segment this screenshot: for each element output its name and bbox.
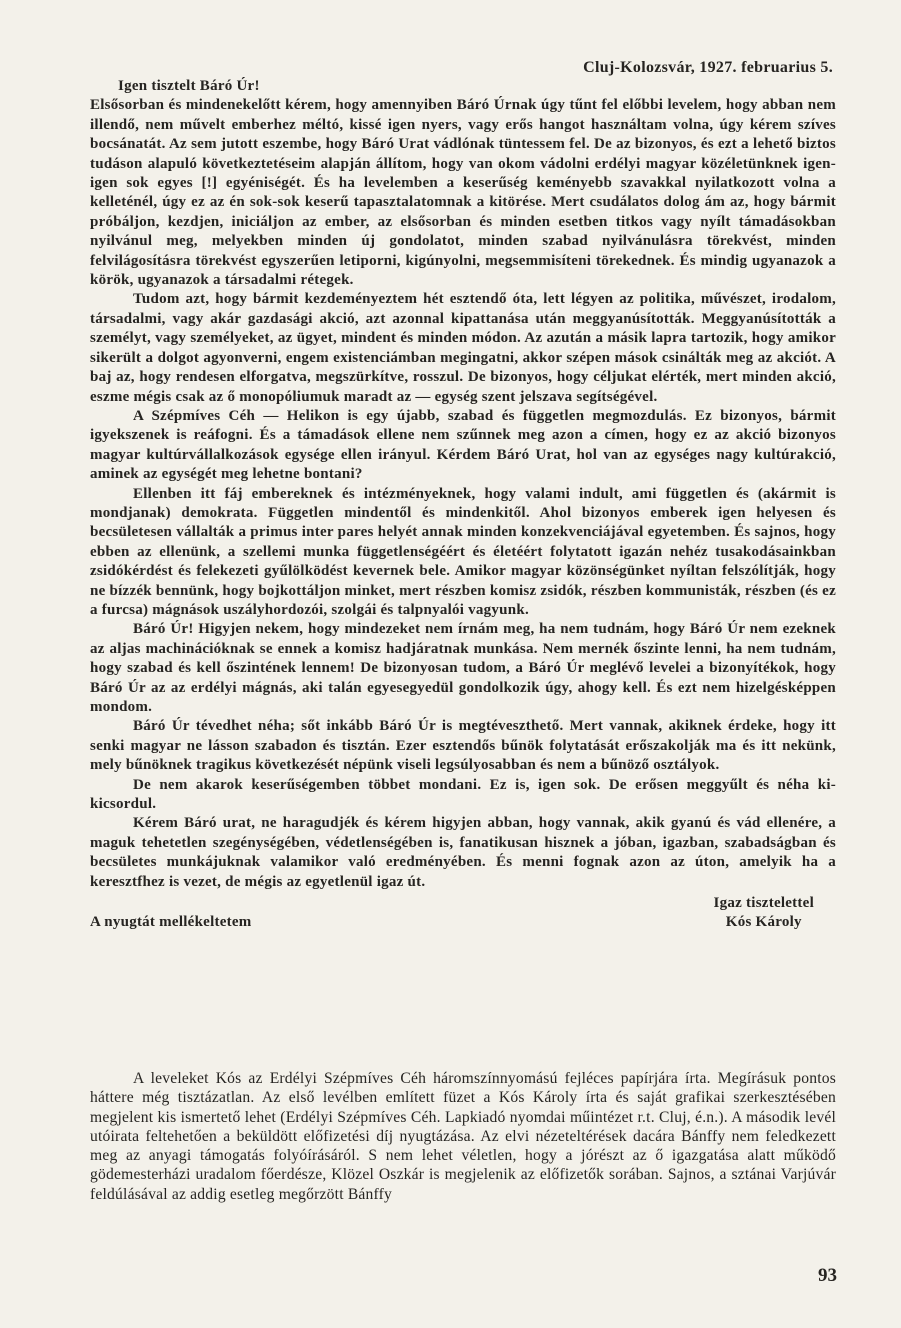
letter-paragraph: Tudom azt, hogy bármit kezdeményeztem hét esztendő óta, lett légyen az politika, művészet, irodalom, társadalmi, vagy akár gazdasági akció, azt azonnal kipattanása után meggyanúsították. Meggyanúsították a személyt, vagy személyeket, az ügyet, mindent és minden módon. Az azután a másik lapra tartozik, hogy amikor sikerült a dolgot agyonverni, engem existenciámban megingatni, akkor szépen mások csinálták meg az akciót. A baj az, hogy rendesen elforgatva, megszürkítve, rosszul. De bizonyos, hogy céljukat elérték, mert minden akció, eszme mégis csak az ő monopóliumuk maradt az — egység szent jelszava segítségével. [90, 291, 836, 405]
letter-paragraph: De nem akarok keserűségemben többet mondani. Ez is, igen sok. De erősen meggyűlt és néha ki-kicsordul. [90, 776, 836, 813]
letter-paragraph: Báró Úr tévedhet néha; sőt inkább Báró Úr is megtéveszthető. Mert vannak, akiknek érdeke, hogy itt senki magyar ne lásson szabadon és tisztán. Ezer esztendős bűnök folytatását erőszakolják ma és itt nekünk, mely bűnöknek tragikus következését népünk viseli legsúlyosabban és nem a bűnöző osztályok. [90, 718, 836, 774]
letter-paragraph: Kérem Báró urat, ne haragudjék és kérem higyjen abban, hogy vannak, akik gyanú és vád ellenére, a maguk tehetetlen szegénységében, védetlenségében is, fanatikusan hisznek a jóban, igazban, szabadságban és becsületes munkájuknak valamikor való eredményében. És menni fognak azon az úton, amelyik ha a keresztfhez is vezet, de mégis az egyetlenül igaz út. [90, 815, 836, 890]
editorial-note [90, 1069, 836, 1204]
closing-formula: Igaz tisztelettel [713, 895, 814, 912]
letter-body [90, 77, 836, 934]
editorial-note-text: A leveleket Kós az Erdélyi Szépmíves Céh háromszínnyomású fejléces papírjára írta. Megírásuk pontos háttere még tisztázatlan. Az első levélben említett füzet a Kós Károly írta és saját grafikai szerkesztésében megjelent kis ismertető lehet (Erdélyi Szépmíves Céh. Lapkiadó nyomdai műintézet r.t. Cluj, é.n.). A második levél utóirata feltehetően a beküldött előfizetési díj nyugtázása. Az elvi nézeteltérések dacára Bánffy nem feledkezett meg az anyagi támogatás folyóírásáról. S nem lehet véletlen, hogy a jórészt az ő igazgatása alatt működő gödemesterházi uradalom főerdésze, Klözel Oszkár is megjelenik az előfizetők sorában. Sajnos, a sztánai Varjúvár feldúlásával az addig esetleg megőrzött Bánffy [90, 1070, 836, 1203]
signature: Kós Károly [725, 914, 802, 931]
letter-closing [90, 894, 836, 934]
letter-paragraph: Elsősorban és mindenekelőtt kérem, hogy amennyiben Báró Úrnak úgy tűnt fel előbbi levelem, hogy abban nem illendő, nem művelt emberhez méltó, kissé igen nyers, vagy erős hangot használtam volna, úgy kérem szíves bocsánatát. Az sem jutott eszembe, hogy Báró Urat vádlónak tüntessem fel. De az bizonyos, és ezt a lehető biztos tudáson alapuló következtetéseim alapján állítom, hogy van okom vádolni erdélyi magyar közéletünknek igen-igen sok egyes [!] egyéniségét. És ha levelemben a keserűség keményebb szavakkal nyilatkozott volna a kelleténél, úgy ez az én sok-sok keserű tapasztalatomnak a kitörése. Mert csudálatos dolog ám az, hogy bármit próbáljon, kezdjen, iniciáljon az ember, az elsősorban és minden esetben titkos vagy nyílt támadásokban nyilvánul meg, melyekben minden új gondolatot, minden szabad nyilvánulásra törekvést, minden felvilágosításra törekvést egyszerűen letiporni, kigúnyolni, megsemmisíteni törekednek. És mindig ugyanazok a körök, ugyanazok a társadalmi rétegek. [90, 97, 836, 289]
signature-block [714, 894, 814, 933]
dateline: Cluj-Kolozsvár, 1927. februarius 5. [583, 59, 833, 76]
page-number: 93 [818, 1265, 837, 1286]
salutation: Igen tisztelt Báró Úr! [118, 78, 260, 94]
letter-paragraph: Ellenben itt fáj embereknek és intézményeknek, hogy valami indult, ami független és (akármit is mondjanak) demokrata. Független mindentől és mindenkitől. Ahol bizonyos emberek igen helyesen és becsületesen vállalták a primus inter pares helyét annak minden konzekvenciájával egyetemben. És sajnos, hogy ebben az ellenünk, a szellemi munka függetlenségéért és életéért folytatott igazán nehéz tusakodásainkban zsidókérdést és felekezeti gyűlölködést kevernek bele. Amikor magyar közönségünket nyíltan felszólítják, hogy ne bízzék bennünk, hogy bojkottáljon minket, mert részben komisz zsidók, részben kommunisták, részben (és ez a furcsa) mágnások uszályhordozói, szolgái és talpnyalói vagyunk. [90, 485, 836, 618]
enclosure-note: A nyugtát mellékeltetem [90, 914, 252, 931]
letter-paragraph: Báró Úr! Higyjen nekem, hogy mindezeket nem írnám meg, ha nem tudnám, hogy Báró Úr nem ezeknek az aljas machinációknak se ennek a komisz hadjáratnak munkása. Nem mernék őszinte lenni, ha nem tudnám, hogy szabad és kell őszintének lennem! De bizonyosan tudom, a Báró Úr meglévő levelei a bizonyítékok, hogy Báró Úr az az erdélyi mágnás, aki talán egyesegyedül gondolkozik úgy, ahogy kell. És ezt nem hizelgésképpen mondom. [90, 621, 836, 715]
letter-paragraph: A Szépmíves Céh — Helikon is egy újabb, szabad és független megmozdulás. Ez bizonyos, bármit igyekszenek is reáfogni. És a támadások ellene nem szűnnek meg azon a címen, hogy ez az akció bizonyos magyar kultúrvállalkozások egysége ellen irányul. Kérdem Báró Urat, hol van az egységes nagy kultúrakció, aminek az egységét meg lehetne bontani? [90, 407, 836, 483]
